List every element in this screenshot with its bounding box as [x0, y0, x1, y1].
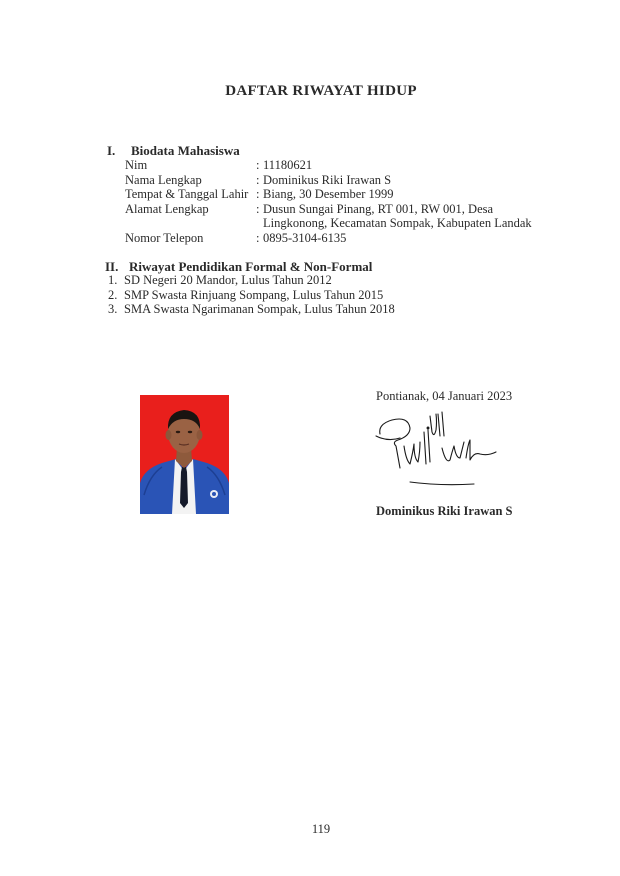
field-value-address-line2: Lingkonong, Kecamatan Sompak, Kabupaten Landak: [263, 216, 532, 230]
signature-name: Dominikus Riki Irawan S: [376, 504, 513, 518]
field-value-phone: 0895-3104-6135: [263, 231, 347, 245]
field-value-birth: Biang, 30 Desember 1999: [263, 187, 394, 201]
list-item-text: SMP Swasta Rinjuang Sompang, Lulus Tahun 2015: [124, 288, 384, 302]
document-title: DAFTAR RIWAYAT HIDUP: [225, 83, 417, 99]
page-number: 119: [311, 822, 331, 836]
field-value-name: Dominikus Riki Irawan S: [263, 173, 392, 187]
list-item-text: SMA Swasta Ngarimanan Sompak, Lulus Tahun 2018: [124, 302, 395, 316]
field-colon: :: [256, 231, 260, 245]
field-value-nim: 11180621: [263, 158, 313, 172]
field-label-phone: Nomor Telepon: [125, 231, 204, 245]
section-2-number: II.: [105, 259, 119, 274]
field-colon: :: [256, 158, 260, 172]
field-colon: :: [256, 187, 260, 201]
profile-photo: [140, 395, 229, 514]
section-1-number: I.: [107, 143, 116, 158]
field-label-nim: Nim: [125, 158, 148, 172]
handwritten-signature: [370, 402, 510, 492]
field-colon: :: [256, 202, 260, 216]
list-item-number: 2.: [108, 288, 118, 302]
list-item-number: 3.: [108, 302, 118, 316]
section-1-heading: [107, 143, 240, 159]
list-item-text: SD Negeri 20 Mandor, Lulus Tahun 2012: [124, 273, 332, 287]
section-2-title: Riwayat Pendidikan Formal & Non-Formal: [129, 259, 373, 274]
field-value-address-line1: Dusun Sungai Pinang, RT 001, RW 001, Desa: [263, 202, 494, 216]
list-item: [108, 273, 332, 288]
signature-place-date: Pontianak, 04 Januari 2023: [376, 389, 513, 403]
list-item: [108, 302, 395, 317]
profile-photo-illustration: [140, 395, 229, 514]
list-item-number: 1.: [108, 273, 118, 287]
list-item: [108, 288, 383, 303]
field-colon: :: [256, 173, 260, 187]
field-label-address: Alamat Lengkap: [125, 202, 209, 216]
field-label-birth: Tempat & Tanggal Lahir: [125, 187, 249, 201]
section-1-title: Biodata Mahasiswa: [131, 143, 240, 158]
field-label-name: Nama Lengkap: [125, 173, 202, 187]
